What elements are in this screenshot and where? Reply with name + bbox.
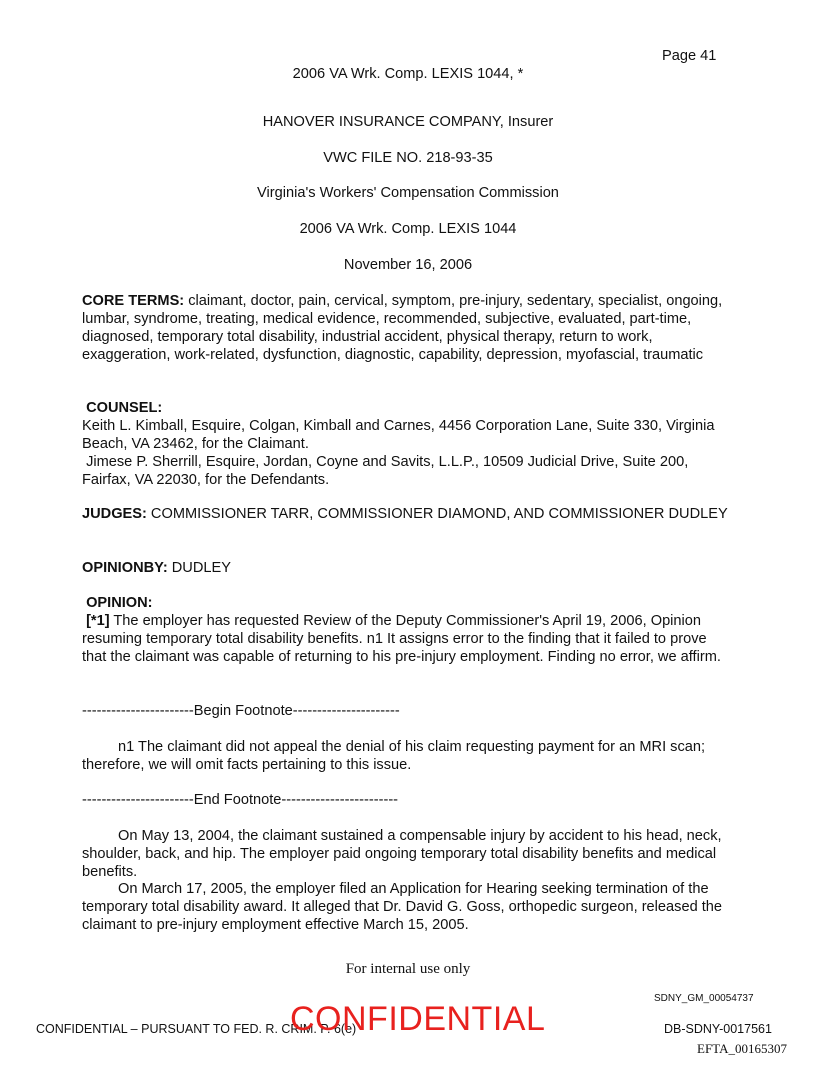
footnote-begin: -----------------------Begin Footnote----------------------: [82, 703, 400, 719]
opinion-paragraph-3: On March 17, 2005, the employer filed an Application for Hearing seeking termination of the temporary total disability award. It alleged that Dr. David G. Goss, orthopedic surgeon, released the claimant to pre-injury employment effective March 15, 2005.: [82, 881, 723, 933]
bates-number-sdny-gm: SDNY_GM_00054737: [654, 993, 754, 1004]
opinionby-label: OPINIONBY:: [82, 560, 168, 576]
counsel-label: COUNSEL:: [86, 400, 163, 416]
court-name: Virginia's Workers' Compensation Commission: [257, 185, 559, 201]
bates-number-db-sdny: DB-SDNY-0017561: [664, 1022, 772, 1036]
judges-label: JUDGES:: [82, 506, 147, 522]
footnote-text: n1 The claimant did not appeal the denial of his claim requesting payment for an MRI scan; therefore, we will omit facts pertaining to this issue.: [82, 739, 706, 773]
opinionby-text: DUDLEY: [167, 560, 231, 576]
page-number: Page 41: [662, 48, 717, 64]
core-terms-section: [82, 292, 732, 364]
case-citation: 2006 VA Wrk. Comp. LEXIS 1044: [299, 221, 517, 237]
opinion-section: [82, 594, 732, 666]
running-citation: 2006 VA Wrk. Comp. LEXIS 1044, *: [292, 66, 524, 82]
file-number: VWC FILE NO. 218-93-35: [323, 150, 493, 166]
opinionby-section: [82, 559, 732, 577]
bates-number-efta: EFTA_00165307: [697, 1041, 787, 1056]
core-terms-label: CORE TERMS:: [82, 293, 185, 309]
counsel-defendants: Jimese P. Sherrill, Esquire, Jordan, Coyne and Savits, L.L.P., 10509 Judicial Drive, Suite 200, Fairfax, VA 22030, for the Defendants.: [82, 454, 689, 488]
internal-use-note: For internal use only: [345, 961, 471, 977]
opinion-label: OPINION:: [86, 595, 153, 611]
confidential-notice: CONFIDENTIAL – PURSUANT TO FED. R. CRIM. P. 6(e): [36, 1022, 357, 1036]
opinion-paragraph-1: [*1] The employer has requested Review of the Deputy Commissioner's April 19, 2006, Opinion resuming temporary total disability benefits. n1 It assigns error to the finding that it failed to prove that the claimant was capable of returning to his pre-injury employment. Finding no error, we affirm.: [82, 613, 721, 665]
counsel-section: [82, 399, 732, 489]
counsel-claimant: Keith L. Kimball, Esquire, Colgan, Kimball and Carnes, 4456 Corporation Lane, Suite 330, Virginia Beach, VA 23462, for the Claimant.: [82, 418, 715, 452]
footnote-end: -----------------------End Footnote------------------------: [82, 792, 399, 808]
judges-text: COMMISSIONER TARR, COMMISSIONER DIAMOND, AND COMMISSIONER DUDLEY: [146, 506, 728, 522]
party-name: HANOVER INSURANCE COMPANY, Insurer: [262, 114, 554, 130]
confidential-stamp: CONFIDENTIAL: [290, 1000, 546, 1038]
judges-section: [82, 505, 732, 523]
page-marker: [*1]: [86, 613, 110, 629]
decision-date: November 16, 2006: [343, 257, 473, 273]
opinion-paragraph-2: On May 13, 2004, the claimant sustained a compensable injury by accident to his head, neck, shoulder, back, and hip. The employer paid ongoing temporary total disability benefits and medical benefits.: [82, 828, 722, 880]
core-terms-text: claimant, doctor, pain, cervical, symptom, pre-injury, sedentary, specialist, ongoing, lumbar, syndrome, treating, medical evidence, recommended, subjective, evaluated, part-time, diagnosed, temporary total disability, industrial accident, physical therapy, return to work, exaggeration, work-related, dysfunction, diagnostic, capability, depression, myofascial, traumatic: [82, 293, 723, 363]
